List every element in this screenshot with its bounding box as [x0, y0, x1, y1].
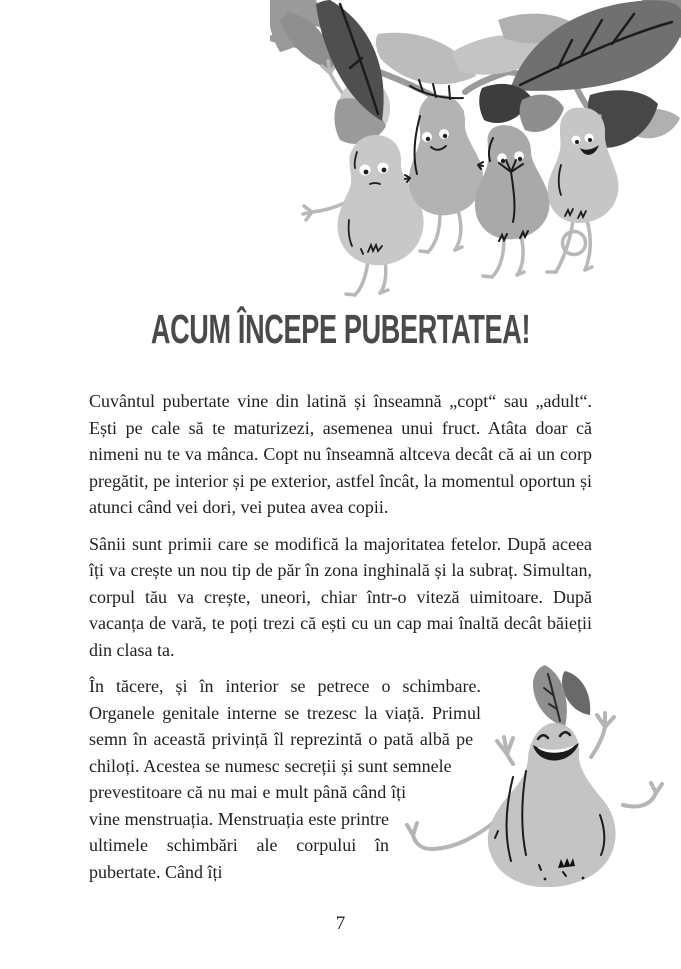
pear-freckle: [544, 878, 547, 881]
pear-freckle: [582, 877, 585, 880]
pear-grumpy: [475, 125, 550, 277]
body-text-column: [89, 388, 592, 938]
pears-on-branch-svg: [270, 0, 681, 300]
pear-top-leaves: [533, 665, 590, 727]
page-number: 7: [335, 913, 346, 934]
chapter-title: ACUM ÎNCEPE PUBERTATEA!: [150, 306, 531, 352]
paragraph-1: Cuvântul pubertate vine din latină și înseamnă „copt“ sau „adult“. Ești pe cale să te maturizezi, asemenea unui fruct. Atâta doar că nimeni nu te va mânca. Copt nu înseamnă altceva decât că ai un corp pregătit, pe interior și pe exterior, astfel încât, la momentul oportun și atunci când vei dori, vei putea avea copii.: [89, 391, 592, 517]
pears-on-branch-illustration: [270, 0, 681, 300]
paragraph-2: Sânii sunt primii care se modifică la majoritatea fetelor. După aceea îți va crește un nou tip de păr în zona inghinală și la subraț. Simultan, corpul tău va crește, uneori, chiar într-o viteză uimitoare. După vacanța de vară, te poți trezi că ești cu un cap mai înaltă decât băieții din clasa ta.: [89, 533, 592, 660]
pear-left: [303, 98, 424, 295]
paragraph-3: În tăcere, și în interior se petrece o schimbare. Organele genitale interne se trezesc la viață. Primul semn în această privință îl reprezintă o pată albă pe chiloți. Acestea se numesc secreții și sunt semnele prevestitoare că nu mai e mult până când îți vine menstruația. Menstruația este printre ultimele schimbări ale corpului în pubertate. Când îți: [89, 676, 481, 882]
